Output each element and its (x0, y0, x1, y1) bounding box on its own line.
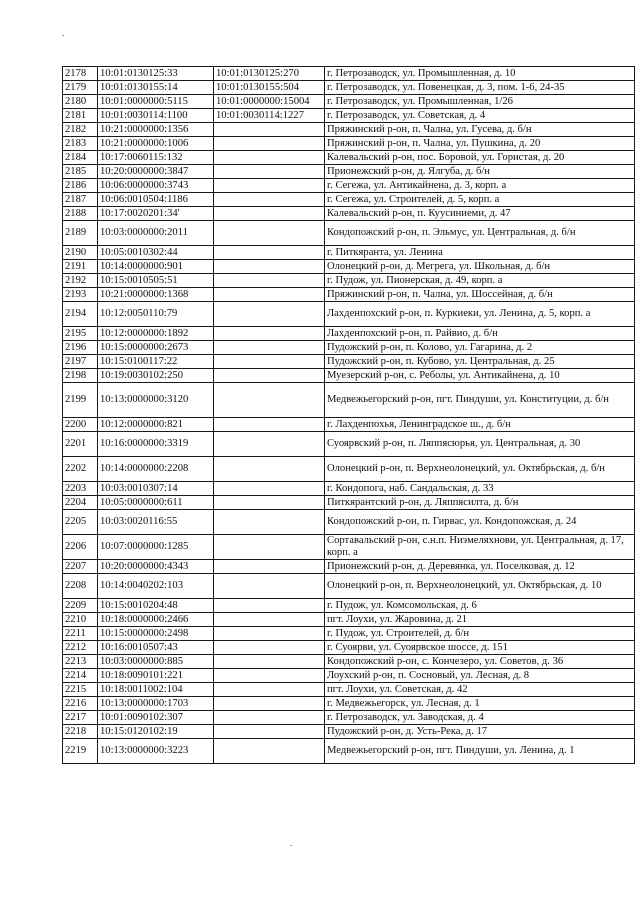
linked-cadastral-number-cell (214, 179, 325, 193)
row-number-cell: 2190 (63, 246, 98, 260)
table-row (63, 711, 635, 725)
address-cell: г. Пудож, ул. Строителей, д. б/н (325, 627, 635, 641)
linked-cadastral-number-cell: 10:01:0000000:15004 (214, 95, 325, 109)
address-cell: г. Медвежьегорск, ул. Лесная, д. 1 (325, 697, 635, 711)
table-row (63, 510, 635, 535)
row-number-cell: 2217 (63, 711, 98, 725)
table-row (63, 697, 635, 711)
cadastral-number-cell: 10:01:0000000:5115 (98, 95, 214, 109)
linked-cadastral-number-cell: 10:01:0130155:504 (214, 81, 325, 95)
row-number-cell: 2186 (63, 179, 98, 193)
linked-cadastral-number-cell (214, 165, 325, 179)
address-cell: Кондопожский р-он, п. Эльмус, ул. Центральная, д. б/н (325, 221, 635, 246)
cadastral-number-cell: 10:21:0000000:1006 (98, 137, 214, 151)
row-number-cell: 2178 (63, 67, 98, 81)
table-row (63, 725, 635, 739)
table-row (63, 369, 635, 383)
row-number-cell: 2215 (63, 683, 98, 697)
row-number-cell: 2208 (63, 574, 98, 599)
table-row (63, 137, 635, 151)
linked-cadastral-number-cell (214, 246, 325, 260)
cadastral-number-cell: 10:18:0090101:221 (98, 669, 214, 683)
linked-cadastral-number-cell (214, 535, 325, 560)
address-cell: Олонецкий р-он, п. Верхнеолонецкий, ул. Октябрьская, д. б/н (325, 457, 635, 482)
table-row (63, 482, 635, 496)
row-number-cell: 2214 (63, 669, 98, 683)
row-number-cell: 2193 (63, 288, 98, 302)
table-row (63, 574, 635, 599)
table-row (63, 109, 635, 123)
address-cell: Медвежьегорский р-он, пгт. Пиндуши, ул. Ленина, д. 1 (325, 739, 635, 764)
cadastral-number-cell: 10:20:0000000:3847 (98, 165, 214, 179)
row-number-cell: 2219 (63, 739, 98, 764)
linked-cadastral-number-cell (214, 627, 325, 641)
linked-cadastral-number-cell (214, 418, 325, 432)
address-cell: Лахденпохский р-он, п. Куркиеки, ул. Ленина, д. 5, корп. а (325, 302, 635, 327)
cadastral-number-cell: 10:18:0000000:2466 (98, 613, 214, 627)
cadastral-number-cell: 10:15:0000000:2673 (98, 341, 214, 355)
address-cell: Пудожский р-он, д. Усть-Река, д. 17 (325, 725, 635, 739)
row-number-cell: 2185 (63, 165, 98, 179)
linked-cadastral-number-cell (214, 221, 325, 246)
address-cell: Калевальский р-он, п. Куусиниеми, д. 47 (325, 207, 635, 221)
cadastral-number-cell: 10:13:0000000:1703 (98, 697, 214, 711)
cadastral-number-cell: 10:17:0060115:132 (98, 151, 214, 165)
row-number-cell: 2200 (63, 418, 98, 432)
row-number-cell: 2189 (63, 221, 98, 246)
row-number-cell: 2212 (63, 641, 98, 655)
row-number-cell: 2202 (63, 457, 98, 482)
linked-cadastral-number-cell (214, 510, 325, 535)
linked-cadastral-number-cell (214, 599, 325, 613)
linked-cadastral-number-cell (214, 355, 325, 369)
table-row (63, 418, 635, 432)
cadastral-number-cell: 10:12:0000000:821 (98, 418, 214, 432)
row-number-cell: 2195 (63, 327, 98, 341)
table-row (63, 274, 635, 288)
row-number-cell: 2191 (63, 260, 98, 274)
linked-cadastral-number-cell (214, 341, 325, 355)
row-number-cell: 2205 (63, 510, 98, 535)
row-number-cell: 2203 (63, 482, 98, 496)
row-number-cell: 2188 (63, 207, 98, 221)
table-row (63, 535, 635, 560)
table-row (63, 683, 635, 697)
linked-cadastral-number-cell (214, 383, 325, 418)
linked-cadastral-number-cell (214, 641, 325, 655)
linked-cadastral-number-cell (214, 302, 325, 327)
linked-cadastral-number-cell (214, 207, 325, 221)
linked-cadastral-number-cell (214, 683, 325, 697)
table-row (63, 599, 635, 613)
linked-cadastral-number-cell (214, 457, 325, 482)
address-cell: г. Петрозаводск, ул. Промышленная, 1/26 (325, 95, 635, 109)
row-number-cell: 2210 (63, 613, 98, 627)
address-cell: г. Пудож, ул. Пионерская, д. 49, корп. а (325, 274, 635, 288)
table-row (63, 432, 635, 457)
table-row (63, 179, 635, 193)
cadastral-number-cell: 10:14:0000000:901 (98, 260, 214, 274)
row-number-cell: 2201 (63, 432, 98, 457)
address-cell: пгт. Лоухи, ул. Советская, д. 42 (325, 683, 635, 697)
table-row (63, 496, 635, 510)
row-number-cell: 2216 (63, 697, 98, 711)
address-cell: Питкярантский р-он, д. Ляппясилта, д. б/н (325, 496, 635, 510)
address-cell: Олонецкий р-он, п. Верхнеолонецкий, ул. Октябрьская, д. 10 (325, 574, 635, 599)
linked-cadastral-number-cell (214, 711, 325, 725)
cadastral-number-cell: 10:19:0030102:250 (98, 369, 214, 383)
address-cell: г. Петрозаводск, ул. Промышленная, д. 10 (325, 67, 635, 81)
cadastral-number-cell: 10:16:0000000:3319 (98, 432, 214, 457)
address-cell: Медвежьегорский р-он, пгт. Пиндуши, ул. Конституции, д. б/н (325, 383, 635, 418)
address-cell: Кондопожский р-он, с. Кончезеро, ул. Советов, д. 36 (325, 655, 635, 669)
table-row (63, 67, 635, 81)
table-row (63, 641, 635, 655)
table-row (63, 613, 635, 627)
row-number-cell: 2180 (63, 95, 98, 109)
address-cell: г. Питкяранта, ул. Ленина (325, 246, 635, 260)
cadastral-number-cell: 10:03:0000000:2011 (98, 221, 214, 246)
row-number-cell: 2187 (63, 193, 98, 207)
address-cell: г. Лахденпохья, Ленинградское ш., д. б/н (325, 418, 635, 432)
address-cell: Олонецкий р-он, д. Мегрега, ул. Школьная, д. б/н (325, 260, 635, 274)
cadastral-number-cell: 10:21:0000000:1356 (98, 123, 214, 137)
linked-cadastral-number-cell (214, 725, 325, 739)
cadastral-number-cell: 10:01:0090102:307 (98, 711, 214, 725)
scan-speck: . (62, 28, 65, 38)
address-cell: Пряжинский р-он, п. Чална, ул. Гусева, д. б/н (325, 123, 635, 137)
linked-cadastral-number-cell (214, 260, 325, 274)
address-cell: Пряжинский р-он, п. Чална, ул. Пушкина, д. 20 (325, 137, 635, 151)
linked-cadastral-number-cell (214, 560, 325, 574)
table-row (63, 246, 635, 260)
address-cell: г. Пудож, ул. Комсомольская, д. 6 (325, 599, 635, 613)
cadastral-number-cell: 10:12:0000000:1892 (98, 327, 214, 341)
address-cell: г. Сегежа, ул. Строителей, д. 5, корп. а (325, 193, 635, 207)
cadastral-number-cell: 10:05:0010302:44 (98, 246, 214, 260)
cadastral-number-cell: 10:07:0000000:1285 (98, 535, 214, 560)
cadastral-number-cell: 10:13:0000000:3223 (98, 739, 214, 764)
table-row (63, 627, 635, 641)
table-row (63, 151, 635, 165)
table-row (63, 165, 635, 179)
linked-cadastral-number-cell (214, 137, 325, 151)
address-cell: Суоярвский р-он, п. Ляппясюрья, ул. Центральная, д. 30 (325, 432, 635, 457)
table-row (63, 355, 635, 369)
linked-cadastral-number-cell (214, 496, 325, 510)
cadastral-number-cell: 10:15:0120102:19 (98, 725, 214, 739)
cadastral-number-cell: 10:15:0010204:48 (98, 599, 214, 613)
table-row (63, 288, 635, 302)
row-number-cell: 2218 (63, 725, 98, 739)
cadastral-number-cell: 10:17:0020201:34' (98, 207, 214, 221)
cadastral-number-cell: 10:15:0100117:22 (98, 355, 214, 369)
cadastral-number-cell: 10:18:0011002:104 (98, 683, 214, 697)
cadastral-number-cell: 10:01:0130125:33 (98, 67, 214, 81)
table-row (63, 260, 635, 274)
linked-cadastral-number-cell (214, 432, 325, 457)
row-number-cell: 2198 (63, 369, 98, 383)
row-number-cell: 2197 (63, 355, 98, 369)
address-cell: г. Кондопога, наб. Сандальская, д. 33 (325, 482, 635, 496)
linked-cadastral-number-cell (214, 369, 325, 383)
address-cell: пгт. Лоухи, ул. Жаровина, д. 21 (325, 613, 635, 627)
address-cell: Кондопожский р-он, п. Гирвас, ул. Кондопожская, д. 24 (325, 510, 635, 535)
cadastral-number-cell: 10:05:0000000:611 (98, 496, 214, 510)
linked-cadastral-number-cell (214, 669, 325, 683)
row-number-cell: 2183 (63, 137, 98, 151)
address-cell: г. Сегежа, ул. Антикайнена, д. 3, корп. а (325, 179, 635, 193)
linked-cadastral-number-cell (214, 193, 325, 207)
table-row (63, 81, 635, 95)
address-cell: г. Суоярви, ул. Суоярвское шоссе, д. 151 (325, 641, 635, 655)
row-number-cell: 2182 (63, 123, 98, 137)
cadastral-number-cell: 10:14:0040202:103 (98, 574, 214, 599)
table-row (63, 739, 635, 764)
address-cell: Лахденпохский р-он, п. Райвио, д. б/н (325, 327, 635, 341)
row-number-cell: 2207 (63, 560, 98, 574)
cadastral-number-cell: 10:21:0000000:1368 (98, 288, 214, 302)
table-row (63, 669, 635, 683)
cadastral-number-cell: 10:15:0000000:2498 (98, 627, 214, 641)
cadastral-number-cell: 10:03:0020116:55 (98, 510, 214, 535)
address-cell: Прионежский р-он, д. Ялгуба, д. б/н (325, 165, 635, 179)
linked-cadastral-number-cell (214, 697, 325, 711)
address-cell: Пудожский р-он, п. Кубово, ул. Центральная, д. 25 (325, 355, 635, 369)
linked-cadastral-number-cell (214, 288, 325, 302)
row-number-cell: 2211 (63, 627, 98, 641)
table-row (63, 655, 635, 669)
cadastral-number-cell: 10:13:0000000:3120 (98, 383, 214, 418)
cadastral-number-cell: 10:01:0030114:1100 (98, 109, 214, 123)
linked-cadastral-number-cell (214, 123, 325, 137)
address-cell: Прионежский р-он, д. Деревянка, ул. Поселковая, д. 12 (325, 560, 635, 574)
row-number-cell: 2209 (63, 599, 98, 613)
linked-cadastral-number-cell (214, 274, 325, 288)
row-number-cell: 2181 (63, 109, 98, 123)
table-row (63, 457, 635, 482)
table-row (63, 341, 635, 355)
row-number-cell: 2184 (63, 151, 98, 165)
cadastral-number-cell: 10:06:0010504:1186 (98, 193, 214, 207)
address-cell: г. Петрозаводск, ул. Повенецкая, д. 3, пом. 1-6, 24-35 (325, 81, 635, 95)
cadastral-number-cell: 10:14:0000000:2208 (98, 457, 214, 482)
cadastral-number-cell: 10:03:0010307:14 (98, 482, 214, 496)
row-number-cell: 2194 (63, 302, 98, 327)
scan-speck: . (290, 838, 293, 848)
row-number-cell: 2199 (63, 383, 98, 418)
row-number-cell: 2204 (63, 496, 98, 510)
registry-table-body (63, 67, 635, 764)
linked-cadastral-number-cell (214, 327, 325, 341)
linked-cadastral-number-cell: 10:01:0130125:270 (214, 67, 325, 81)
row-number-cell: 2213 (63, 655, 98, 669)
row-number-cell: 2192 (63, 274, 98, 288)
table-row (63, 221, 635, 246)
cadastral-number-cell: 10:06:0000000:3743 (98, 179, 214, 193)
linked-cadastral-number-cell (214, 574, 325, 599)
address-cell: Пряжинский р-он, п. Чална, ул. Шоссейная, д. б/н (325, 288, 635, 302)
address-cell: Муезерский р-он, с. Реболы, ул. Антикайнена, д. 10 (325, 369, 635, 383)
cadastral-number-cell: 10:01:0130155:14 (98, 81, 214, 95)
registry-table (62, 66, 635, 764)
table-row (63, 302, 635, 327)
table-row (63, 560, 635, 574)
address-cell: Лоухский р-он, п. Сосновый, ул. Лесная, д. 8 (325, 669, 635, 683)
row-number-cell: 2196 (63, 341, 98, 355)
cadastral-number-cell: 10:03:0000000:885 (98, 655, 214, 669)
linked-cadastral-number-cell (214, 739, 325, 764)
address-cell: Пудожский р-он, п. Колово, ул. Гагарина, д. 2 (325, 341, 635, 355)
row-number-cell: 2206 (63, 535, 98, 560)
table-row (63, 383, 635, 418)
cadastral-number-cell: 10:16:0010507:43 (98, 641, 214, 655)
cadastral-number-cell: 10:15:0010505:51 (98, 274, 214, 288)
table-row (63, 123, 635, 137)
table-row (63, 327, 635, 341)
table-row (63, 193, 635, 207)
linked-cadastral-number-cell (214, 482, 325, 496)
cadastral-number-cell: 10:20:0000000:4343 (98, 560, 214, 574)
linked-cadastral-number-cell (214, 613, 325, 627)
address-cell: г. Петрозаводск, ул. Заводская, д. 4 (325, 711, 635, 725)
table-row (63, 207, 635, 221)
table-row (63, 95, 635, 109)
address-cell: г. Петрозаводск, ул. Советская, д. 4 (325, 109, 635, 123)
address-cell: Калевальский р-он, пос. Боровой, ул. Гористая, д. 20 (325, 151, 635, 165)
linked-cadastral-number-cell: 10:01:0030114:1227 (214, 109, 325, 123)
linked-cadastral-number-cell (214, 151, 325, 165)
cadastral-number-cell: 10:12:0050110:79 (98, 302, 214, 327)
linked-cadastral-number-cell (214, 655, 325, 669)
row-number-cell: 2179 (63, 81, 98, 95)
address-cell: Сортавальский р-он, с.н.п. Ниэмеляхнови, ул. Центральная, д. 17, корп. а (325, 535, 635, 560)
